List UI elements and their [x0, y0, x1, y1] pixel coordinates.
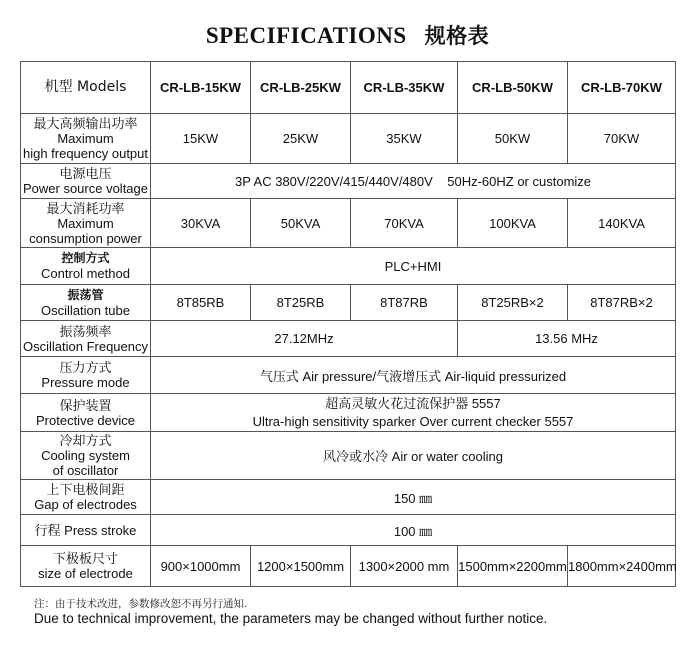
- table-cell: 900×1000mm: [151, 546, 251, 587]
- table-row-control: [21, 248, 676, 285]
- table-row-pressure: [21, 357, 676, 394]
- table-cell: 8T25RB×2: [458, 285, 568, 321]
- table-cell: 8T87RB: [351, 285, 458, 321]
- model-header: CR-LB-25KW: [251, 62, 351, 114]
- table-cell: 140KVA: [568, 199, 676, 248]
- table-cell: 1200×1500mm: [251, 546, 351, 587]
- table-row-models: [21, 62, 676, 114]
- control-label: 控制方式 Control method: [21, 248, 151, 285]
- table-cell: 27.12MHz: [151, 321, 458, 357]
- protective-label: 保护装置 Protective device: [21, 394, 151, 432]
- gap-label: 上下电极间距 Gap of electrodes: [21, 480, 151, 515]
- protective-value-cn: 超高灵敏火花过流保护器 5557: [325, 395, 501, 411]
- table-cell: 8T85RB: [151, 285, 251, 321]
- table-cell: 气压式 Air pressure/气液增压式 Air-liquid pressurized: [151, 357, 676, 394]
- model-header: CR-LB-50KW: [458, 62, 568, 114]
- model-header: CR-LB-35KW: [351, 62, 458, 114]
- table-cell: 25KW: [251, 114, 351, 164]
- table-row-electrode: [21, 546, 676, 587]
- electrode-label: 下极板尺寸 size of electrode: [21, 546, 151, 587]
- protective-value-en: Ultra-high sensitivity sparker Over current checker 5557: [252, 413, 574, 429]
- table-cell: 100 ㎜: [151, 515, 676, 546]
- pressure-label: 压力方式 Pressure mode: [21, 357, 151, 394]
- table-row-cooling: [21, 432, 676, 480]
- tube-label: 振荡管 Oscillation tube: [21, 285, 151, 321]
- table-cell: 50KVA: [251, 199, 351, 248]
- frequency-label: 振荡频率 Oscillation Frequency: [21, 321, 151, 357]
- cooling-label: 冷却方式 Cooling system of oscillator: [21, 432, 151, 480]
- stroke-label: 行程 Press stroke: [21, 515, 151, 546]
- title-en: SPECIFICATIONS: [205, 23, 407, 48]
- table-cell: 8T87RB×2: [568, 285, 676, 321]
- consumption-label: 最大消耗功率 Maximum consumption power: [21, 199, 151, 248]
- table-cell: 13.56 MHz: [458, 321, 676, 357]
- table-cell: [151, 394, 676, 432]
- voltage-label: 电源电压 Power source voltage: [21, 164, 151, 199]
- table-cell: 70KW: [568, 114, 676, 164]
- note-cn: 注：由于技术改进，参数修改恕不再另行通知.: [34, 598, 248, 610]
- title-cn: 规格表: [424, 24, 490, 48]
- table-cell: 35KW: [351, 114, 458, 164]
- spec-table: [20, 61, 676, 587]
- table-row-voltage: [21, 164, 676, 199]
- table-cell: 70KVA: [351, 199, 458, 248]
- power-label: 最大高频输出功率 Maximum high frequency output: [21, 114, 151, 164]
- table-row-gap: [21, 480, 676, 515]
- model-header: CR-LB-70KW: [568, 62, 676, 114]
- table-cell: 风冷或水冷 Air or water cooling: [151, 432, 676, 480]
- model-header: CR-LB-15KW: [151, 62, 251, 114]
- table-cell: 1500mm×2200mm: [458, 546, 568, 587]
- table-cell: PLC+HMI: [151, 248, 676, 285]
- table-cell: 100KVA: [458, 199, 568, 248]
- table-cell: 15KW: [151, 114, 251, 164]
- table-row-frequency: [21, 321, 676, 357]
- table-row-protective: [21, 394, 676, 432]
- table-cell: 150 ㎜: [151, 480, 676, 515]
- table-cell: 3P AC 380V/220V/415/440V/480V 50Hz-60HZ or customize: [151, 164, 676, 199]
- table-cell: 1800mm×2400mm: [568, 546, 676, 587]
- table-row-power: [21, 114, 676, 164]
- models-label: 机型 Models: [21, 62, 151, 114]
- table-cell: 1300×2000 mm: [351, 546, 458, 587]
- table-cell: 50KW: [458, 114, 568, 164]
- table-row-consumption: [21, 199, 676, 248]
- page-title: [0, 20, 695, 50]
- note-en: Due to technical improvement, the parameters may be changed without further notice.: [34, 611, 548, 626]
- table-row-tube: [21, 285, 676, 321]
- table-row-stroke: [21, 515, 676, 546]
- table-cell: 8T25RB: [251, 285, 351, 321]
- table-cell: 30KVA: [151, 199, 251, 248]
